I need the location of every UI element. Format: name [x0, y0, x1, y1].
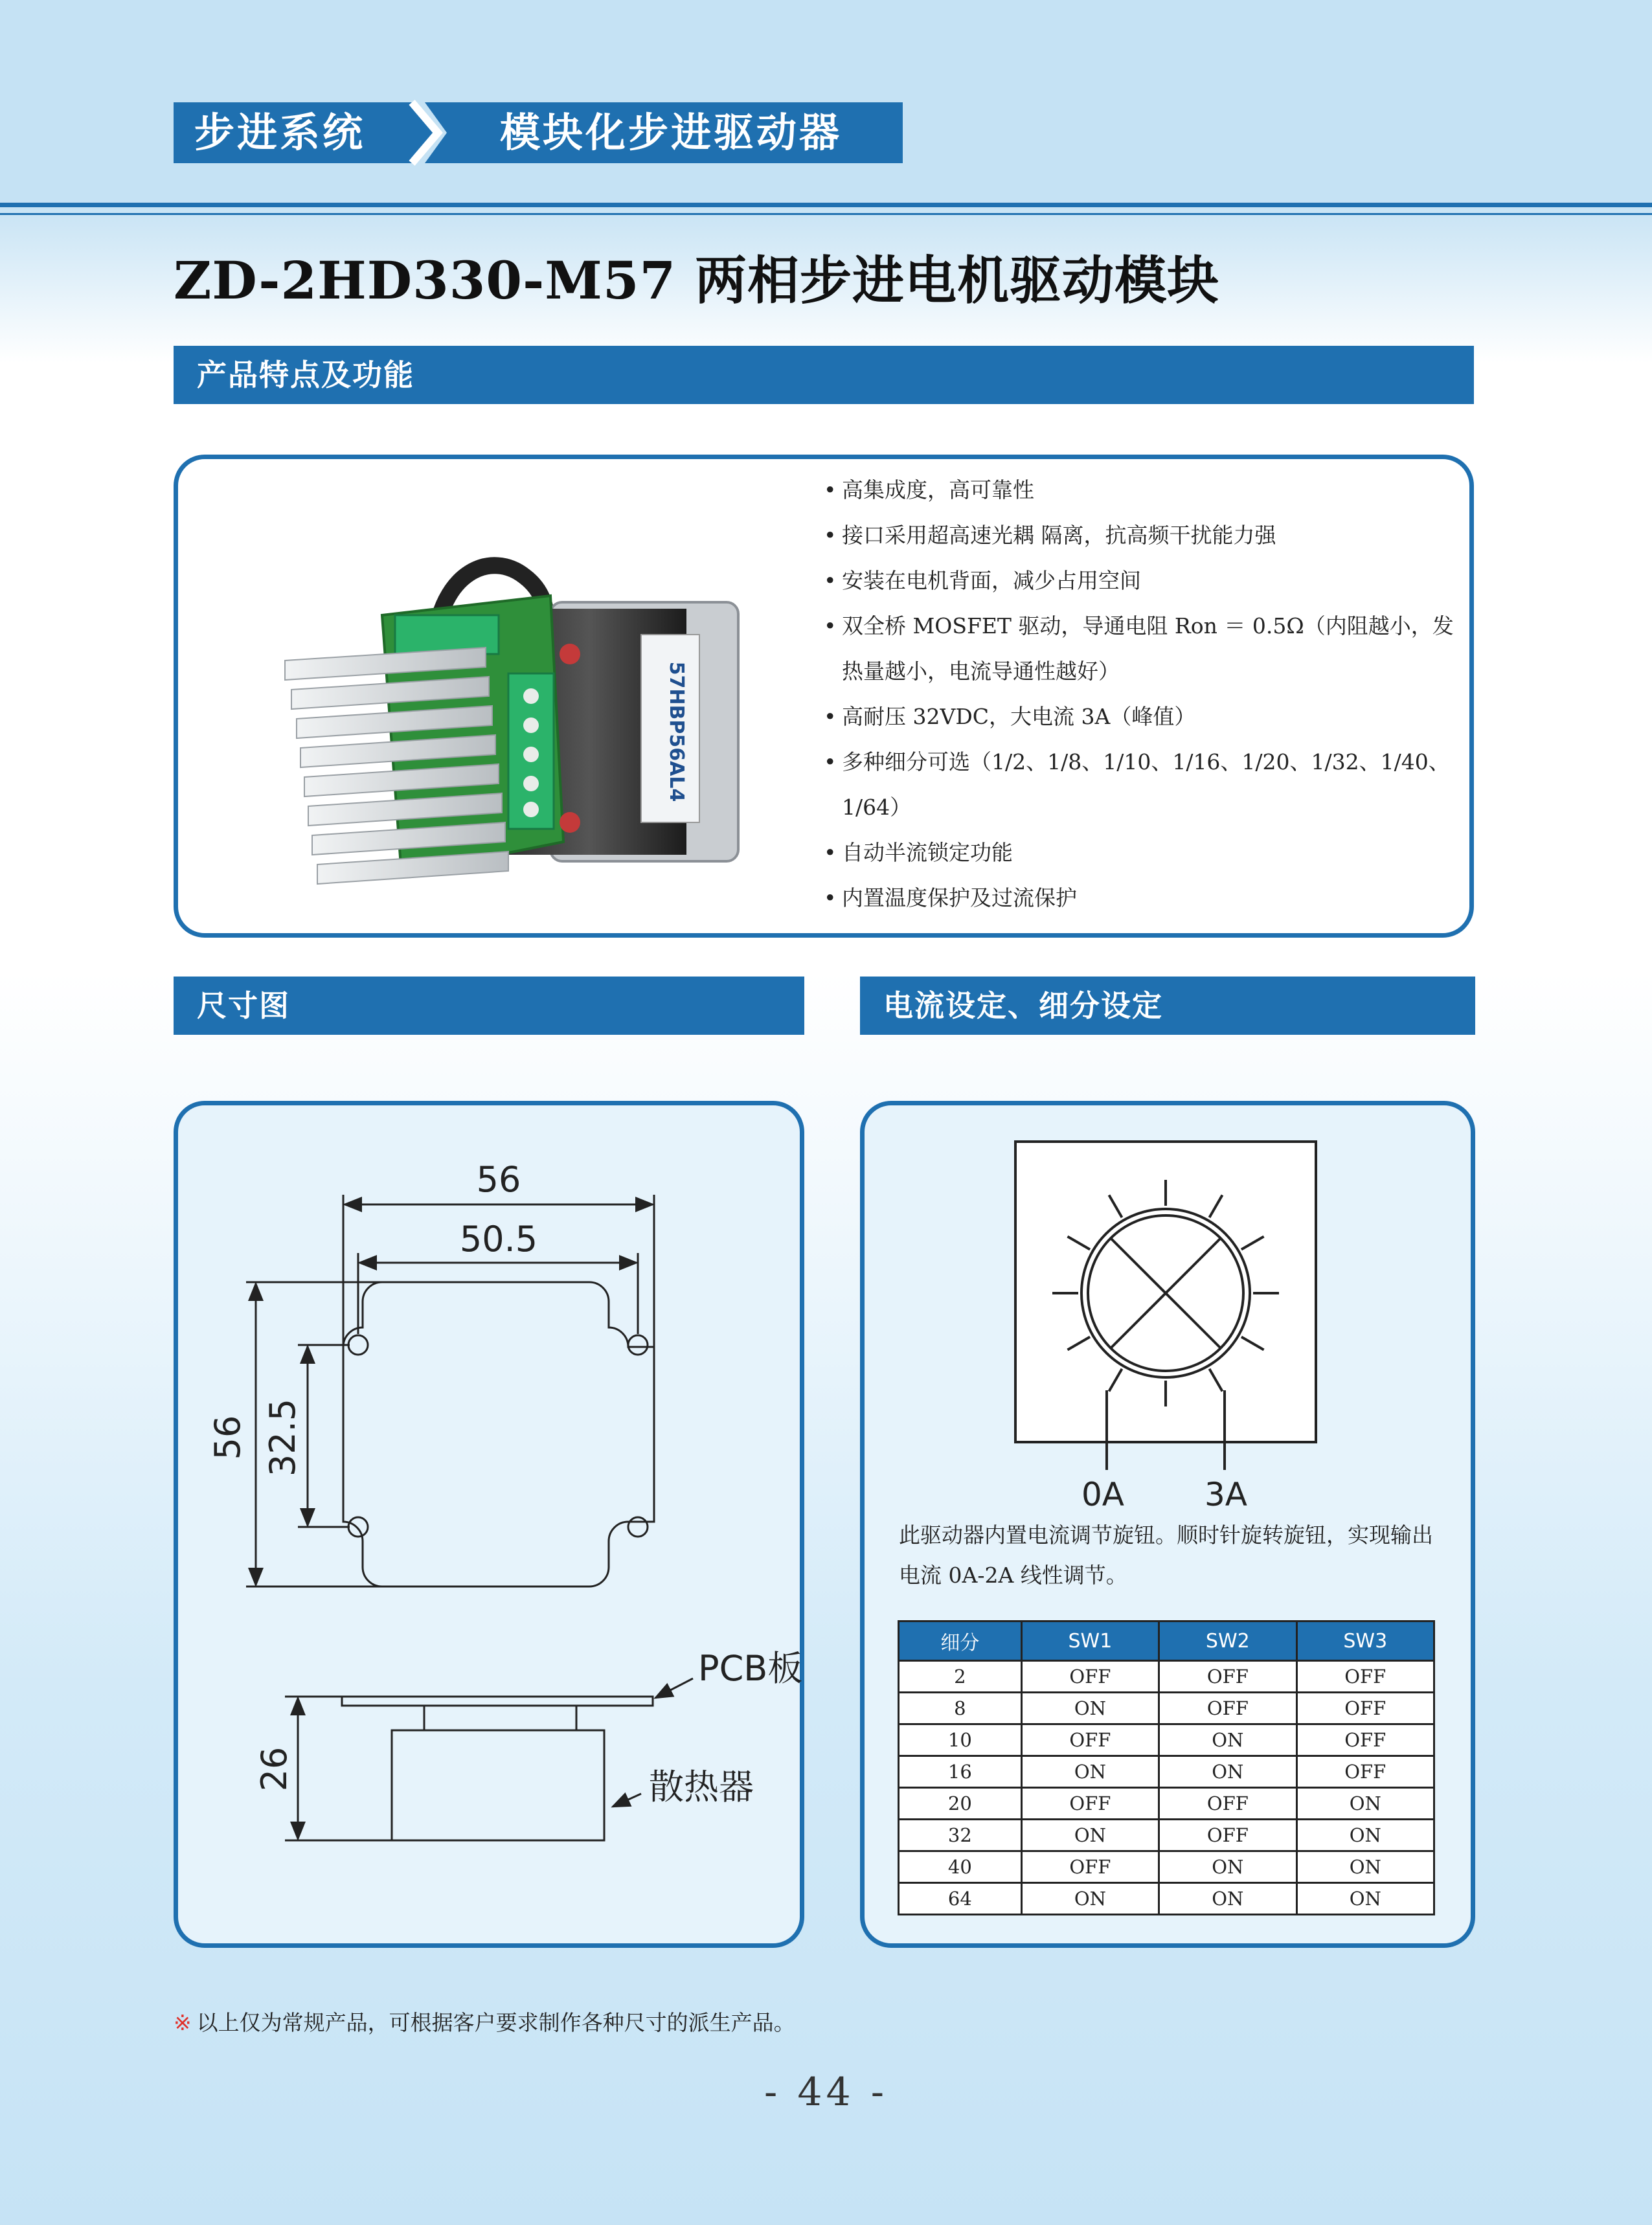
- heatsink-label: 散热器: [649, 1767, 754, 1807]
- table-cell: 20: [899, 1788, 1022, 1820]
- page-number: - 44 -: [764, 2070, 888, 2115]
- table-cell: OFF: [1021, 1788, 1159, 1820]
- table-cell: OFF: [1021, 1851, 1159, 1883]
- table-cell: ON: [1296, 1820, 1434, 1851]
- table-row: [899, 1883, 1434, 1915]
- table-header-row: [899, 1621, 1434, 1661]
- motor-model-text: 57HBP56AL4: [665, 661, 688, 802]
- table-row: [899, 1788, 1434, 1820]
- mounting-screw: [560, 644, 580, 664]
- flange-outline: [343, 1282, 654, 1587]
- current-knob-diagram: [1010, 1136, 1334, 1512]
- leader-pcb: [655, 1678, 693, 1698]
- microstep-table: [898, 1620, 1435, 1915]
- dim-height-outer: 56: [207, 1415, 248, 1460]
- header-rule: [0, 203, 1652, 207]
- header-band: [0, 0, 1652, 201]
- terminal-screw: [523, 776, 539, 791]
- table-row: [899, 1756, 1434, 1788]
- table-cell: 40: [899, 1851, 1022, 1883]
- feature-item: • 内置温度保护及过流保护: [824, 875, 1465, 921]
- table-cell: ON: [1159, 1756, 1296, 1788]
- pcb-board: [342, 1697, 653, 1706]
- table-cell: 10: [899, 1724, 1022, 1756]
- table-header-cell: SW1: [1021, 1621, 1159, 1661]
- table-cell: OFF: [1296, 1661, 1434, 1693]
- table-cell: 32: [899, 1820, 1022, 1851]
- knob-max-label: 3A: [1204, 1476, 1248, 1513]
- footnote-text: 以上仅为常规产品，可根据客户要求制作各种尺寸的派生产品。: [196, 2010, 795, 2035]
- terminal-screw: [523, 802, 539, 817]
- table-cell: ON: [1021, 1756, 1159, 1788]
- pcb-label: PCB板: [698, 1648, 803, 1689]
- table-cell: 64: [899, 1883, 1022, 1915]
- section-heading-current: 电流设定、细分设定: [860, 977, 1475, 1035]
- dim-width-outer: 56: [476, 1159, 521, 1200]
- table-row: [899, 1661, 1434, 1693]
- current-description: 此驱动器内置电流调节旋钮。顺时针旋转旋钮，实现输出电流 0A-2A 线性调节。: [899, 1522, 1433, 1588]
- knob-min-label: 0A: [1081, 1476, 1125, 1513]
- dim-width-holes: 50.5: [459, 1219, 538, 1259]
- terminal-screw: [523, 747, 539, 762]
- breadcrumb-category: 步进系统: [194, 109, 366, 156]
- mount-hole: [628, 1517, 648, 1537]
- section-heading-dimensions: 尺寸图: [174, 977, 804, 1035]
- terminal-screw: [523, 688, 539, 704]
- table-body: [899, 1661, 1434, 1915]
- dim-side-height: 26: [254, 1746, 295, 1792]
- table-row: [899, 1820, 1434, 1851]
- table-cell: OFF: [1159, 1661, 1296, 1693]
- feature-item: • 安装在电机背面，减少占用空间: [824, 558, 1465, 604]
- dimension-drawing: [194, 1140, 803, 1930]
- table-cell: OFF: [1159, 1693, 1296, 1724]
- table-cell: ON: [1021, 1693, 1159, 1724]
- table-row: [899, 1724, 1434, 1756]
- feature-list: [824, 468, 1465, 921]
- feature-item: • 接口采用超高速光耦 隔离，抗高频干扰能力强: [824, 513, 1465, 558]
- mount-hole: [628, 1335, 648, 1355]
- product-photo: [278, 537, 758, 900]
- table-cell: ON: [1296, 1883, 1434, 1915]
- section-heading-features: 产品特点及功能: [174, 346, 1474, 404]
- feature-item: • 自动半流锁定功能: [824, 830, 1465, 875]
- breadcrumb-product-line: 模块化步进驱动器: [500, 109, 843, 156]
- table-cell: OFF: [1021, 1661, 1159, 1693]
- feature-item: • 高集成度，高可靠性: [824, 468, 1465, 513]
- table-cell: OFF: [1159, 1788, 1296, 1820]
- table-cell: OFF: [1296, 1724, 1434, 1756]
- table-cell: ON: [1159, 1883, 1296, 1915]
- mount-hole: [348, 1335, 368, 1355]
- feature-item: • 多种细分可选（1/2、1/8、1/10、1/16、1/20、1/32、1/40、1/64）: [824, 740, 1465, 830]
- table-row: [899, 1851, 1434, 1883]
- table-header-cell: 细分: [899, 1621, 1022, 1661]
- table-cell: ON: [1159, 1851, 1296, 1883]
- table-cell: OFF: [1296, 1693, 1434, 1724]
- table-cell: OFF: [1021, 1724, 1159, 1756]
- table-row: [899, 1693, 1434, 1724]
- header-rule-thin: [0, 213, 1652, 215]
- table-cell: 8: [899, 1693, 1022, 1724]
- leader-heatsink: [613, 1794, 641, 1807]
- mounting-screw: [560, 812, 580, 833]
- table-cell: ON: [1296, 1788, 1434, 1820]
- footnote: [174, 2006, 795, 2037]
- terminal-screw: [523, 717, 539, 733]
- dim-height-holes: 32.5: [262, 1398, 303, 1477]
- table-header-cell: SW3: [1296, 1621, 1434, 1661]
- table-cell: 2: [899, 1661, 1022, 1693]
- table-cell: OFF: [1159, 1820, 1296, 1851]
- mount-hole: [348, 1517, 368, 1537]
- table-cell: ON: [1296, 1851, 1434, 1883]
- feature-item: • 高耐压 32VDC，大电流 3A（峰值）: [824, 694, 1465, 740]
- table-cell: 16: [899, 1756, 1022, 1788]
- footnote-mark: ※: [174, 2010, 192, 2035]
- page-title: ZD-2HD330-M57 两相步进电机驱动模块: [174, 250, 1220, 311]
- feature-item: • 双全桥 MOSFET 驱动，导通电阻 Ron ＝ 0.5Ω（内阻越小，发热量越小，电流导通性越好）: [824, 604, 1465, 694]
- table-header-cell: SW2: [1159, 1621, 1296, 1661]
- table-cell: OFF: [1296, 1756, 1434, 1788]
- table-cell: ON: [1021, 1883, 1159, 1915]
- table-cell: ON: [1159, 1724, 1296, 1756]
- heatsink-body: [392, 1730, 604, 1840]
- table-cell: ON: [1021, 1820, 1159, 1851]
